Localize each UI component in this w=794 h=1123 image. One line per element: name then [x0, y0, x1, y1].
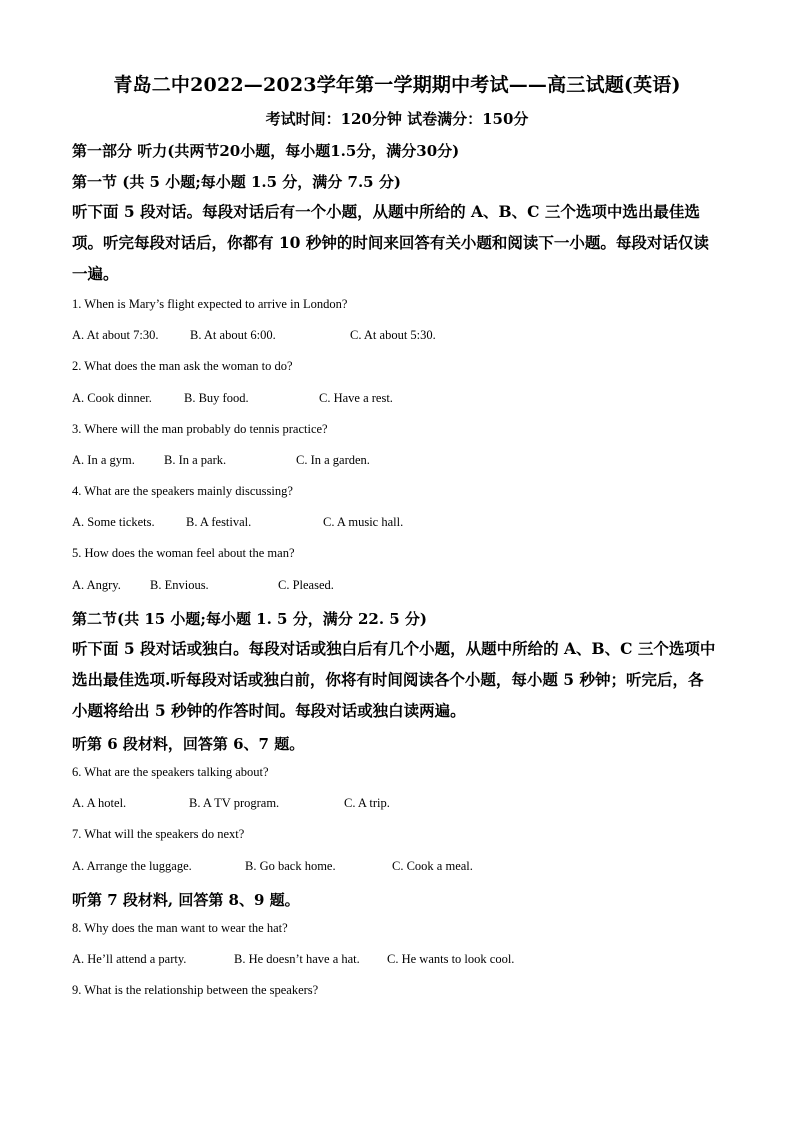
question-3: 3. Where will the man probably do tennis practice? — [72, 422, 328, 436]
exam-title: 青岛二中2022—2023学年第一学期期中考试——高三试题(英语) — [113, 74, 681, 96]
option-b: B. At about 6:00. — [190, 328, 276, 342]
question-1-options — [72, 328, 732, 346]
question-7: 7. What will the speakers do next? — [72, 827, 245, 841]
option-c: C. A music hall. — [323, 515, 404, 529]
option-c: C. He wants to look cool. — [387, 952, 515, 966]
section2-heading: 第二节(共 15 小题;每小题 1. 5 分，满分 22. 5 分) — [72, 610, 428, 628]
option-c: C. At about 5:30. — [350, 328, 436, 342]
question-2: 2. What does the man ask the woman to do? — [72, 359, 293, 373]
question-5: 5. How does the woman feel about the man? — [72, 546, 295, 560]
option-a: A. Angry. — [72, 578, 121, 592]
instruction-line: 项。听完每段对话后，你都有 10 秒钟的时间来回答有关小题和阅读下一小题。每段对话仅读 — [72, 233, 709, 252]
question-8-options — [72, 952, 732, 970]
option-b: B. Envious. — [150, 578, 209, 592]
option-b: B. A TV program. — [189, 796, 280, 810]
question-6: 6. What are the speakers talking about? — [72, 765, 269, 779]
section1-instructions — [72, 196, 724, 289]
question-9: 9. What is the relationship between the speakers? — [72, 983, 319, 997]
option-b: B. In a park. — [164, 453, 227, 467]
instruction-line: 听下面 5 段对话。每段对话后有一个小题，从题中所给的 A、B、C 三个选项中选出最佳选 — [72, 202, 700, 221]
option-a: A. At about 7:30. — [72, 328, 159, 342]
option-c: C. In a garden. — [296, 453, 370, 467]
option-c: C. A trip. — [344, 796, 390, 810]
section2-instructions — [72, 633, 724, 726]
option-c: C. Pleased. — [278, 578, 334, 592]
instruction-line: 一遍。 — [72, 264, 119, 283]
question-1: 1. When is Mary’s flight expected to arrive in London? — [72, 297, 348, 311]
option-a: A. Cook dinner. — [72, 391, 152, 405]
option-a: A. Arrange the luggage. — [72, 859, 192, 873]
option-c: C. Cook a meal. — [392, 859, 473, 873]
instruction-line: 听下面 5 段对话或独白。每段对话或独白后有几个小题，从题中所给的 A、B、C 三个选项中 — [72, 639, 716, 658]
question-8: 8. Why does the man want to wear the hat? — [72, 921, 288, 935]
option-a: A. A hotel. — [72, 796, 127, 810]
option-b: B. Buy food. — [184, 391, 249, 405]
option-c: C. Have a rest. — [319, 391, 393, 405]
instruction-line: 选出最佳选项.听每段对话或独白前，你将有时间阅读各个小题，每小题 5 秒钟；听完后，各 — [72, 670, 704, 689]
exam-time-and-score: 考试时间：120分钟 试卷满分：150分 — [265, 110, 529, 128]
material6-heading: 听第 6 段材料，回答第 6、7 题。 — [72, 735, 305, 753]
section1-heading: 第一节 (共 5 小题;每小题 1.5 分，满分 7.5 分) — [72, 173, 401, 191]
question-5-options — [72, 578, 732, 596]
option-a: A. In a gym. — [72, 453, 135, 467]
material7-heading: 听第 7 段材料, 回答第 8、9 题。 — [72, 891, 300, 909]
instruction-line: 小题将给出 5 秒钟的作答时间。每段对话或独白读两遍。 — [72, 701, 466, 720]
question-3-options — [72, 453, 732, 471]
option-b: B. Go back home. — [245, 859, 336, 873]
option-b: B. A festival. — [186, 515, 252, 529]
question-4: 4. What are the speakers mainly discussing? — [72, 484, 293, 498]
option-a: A. He’ll attend a party. — [72, 952, 187, 966]
part1-heading: 第一部分 听力(共两节20小题，每小题1.5分，满分30分) — [72, 142, 460, 160]
question-6-options — [72, 796, 732, 814]
question-7-options — [72, 859, 732, 877]
question-2-options — [72, 391, 732, 409]
option-b: B. He doesn’t have a hat. — [234, 952, 360, 966]
question-4-options — [72, 515, 732, 533]
option-a: A. Some tickets. — [72, 515, 155, 529]
